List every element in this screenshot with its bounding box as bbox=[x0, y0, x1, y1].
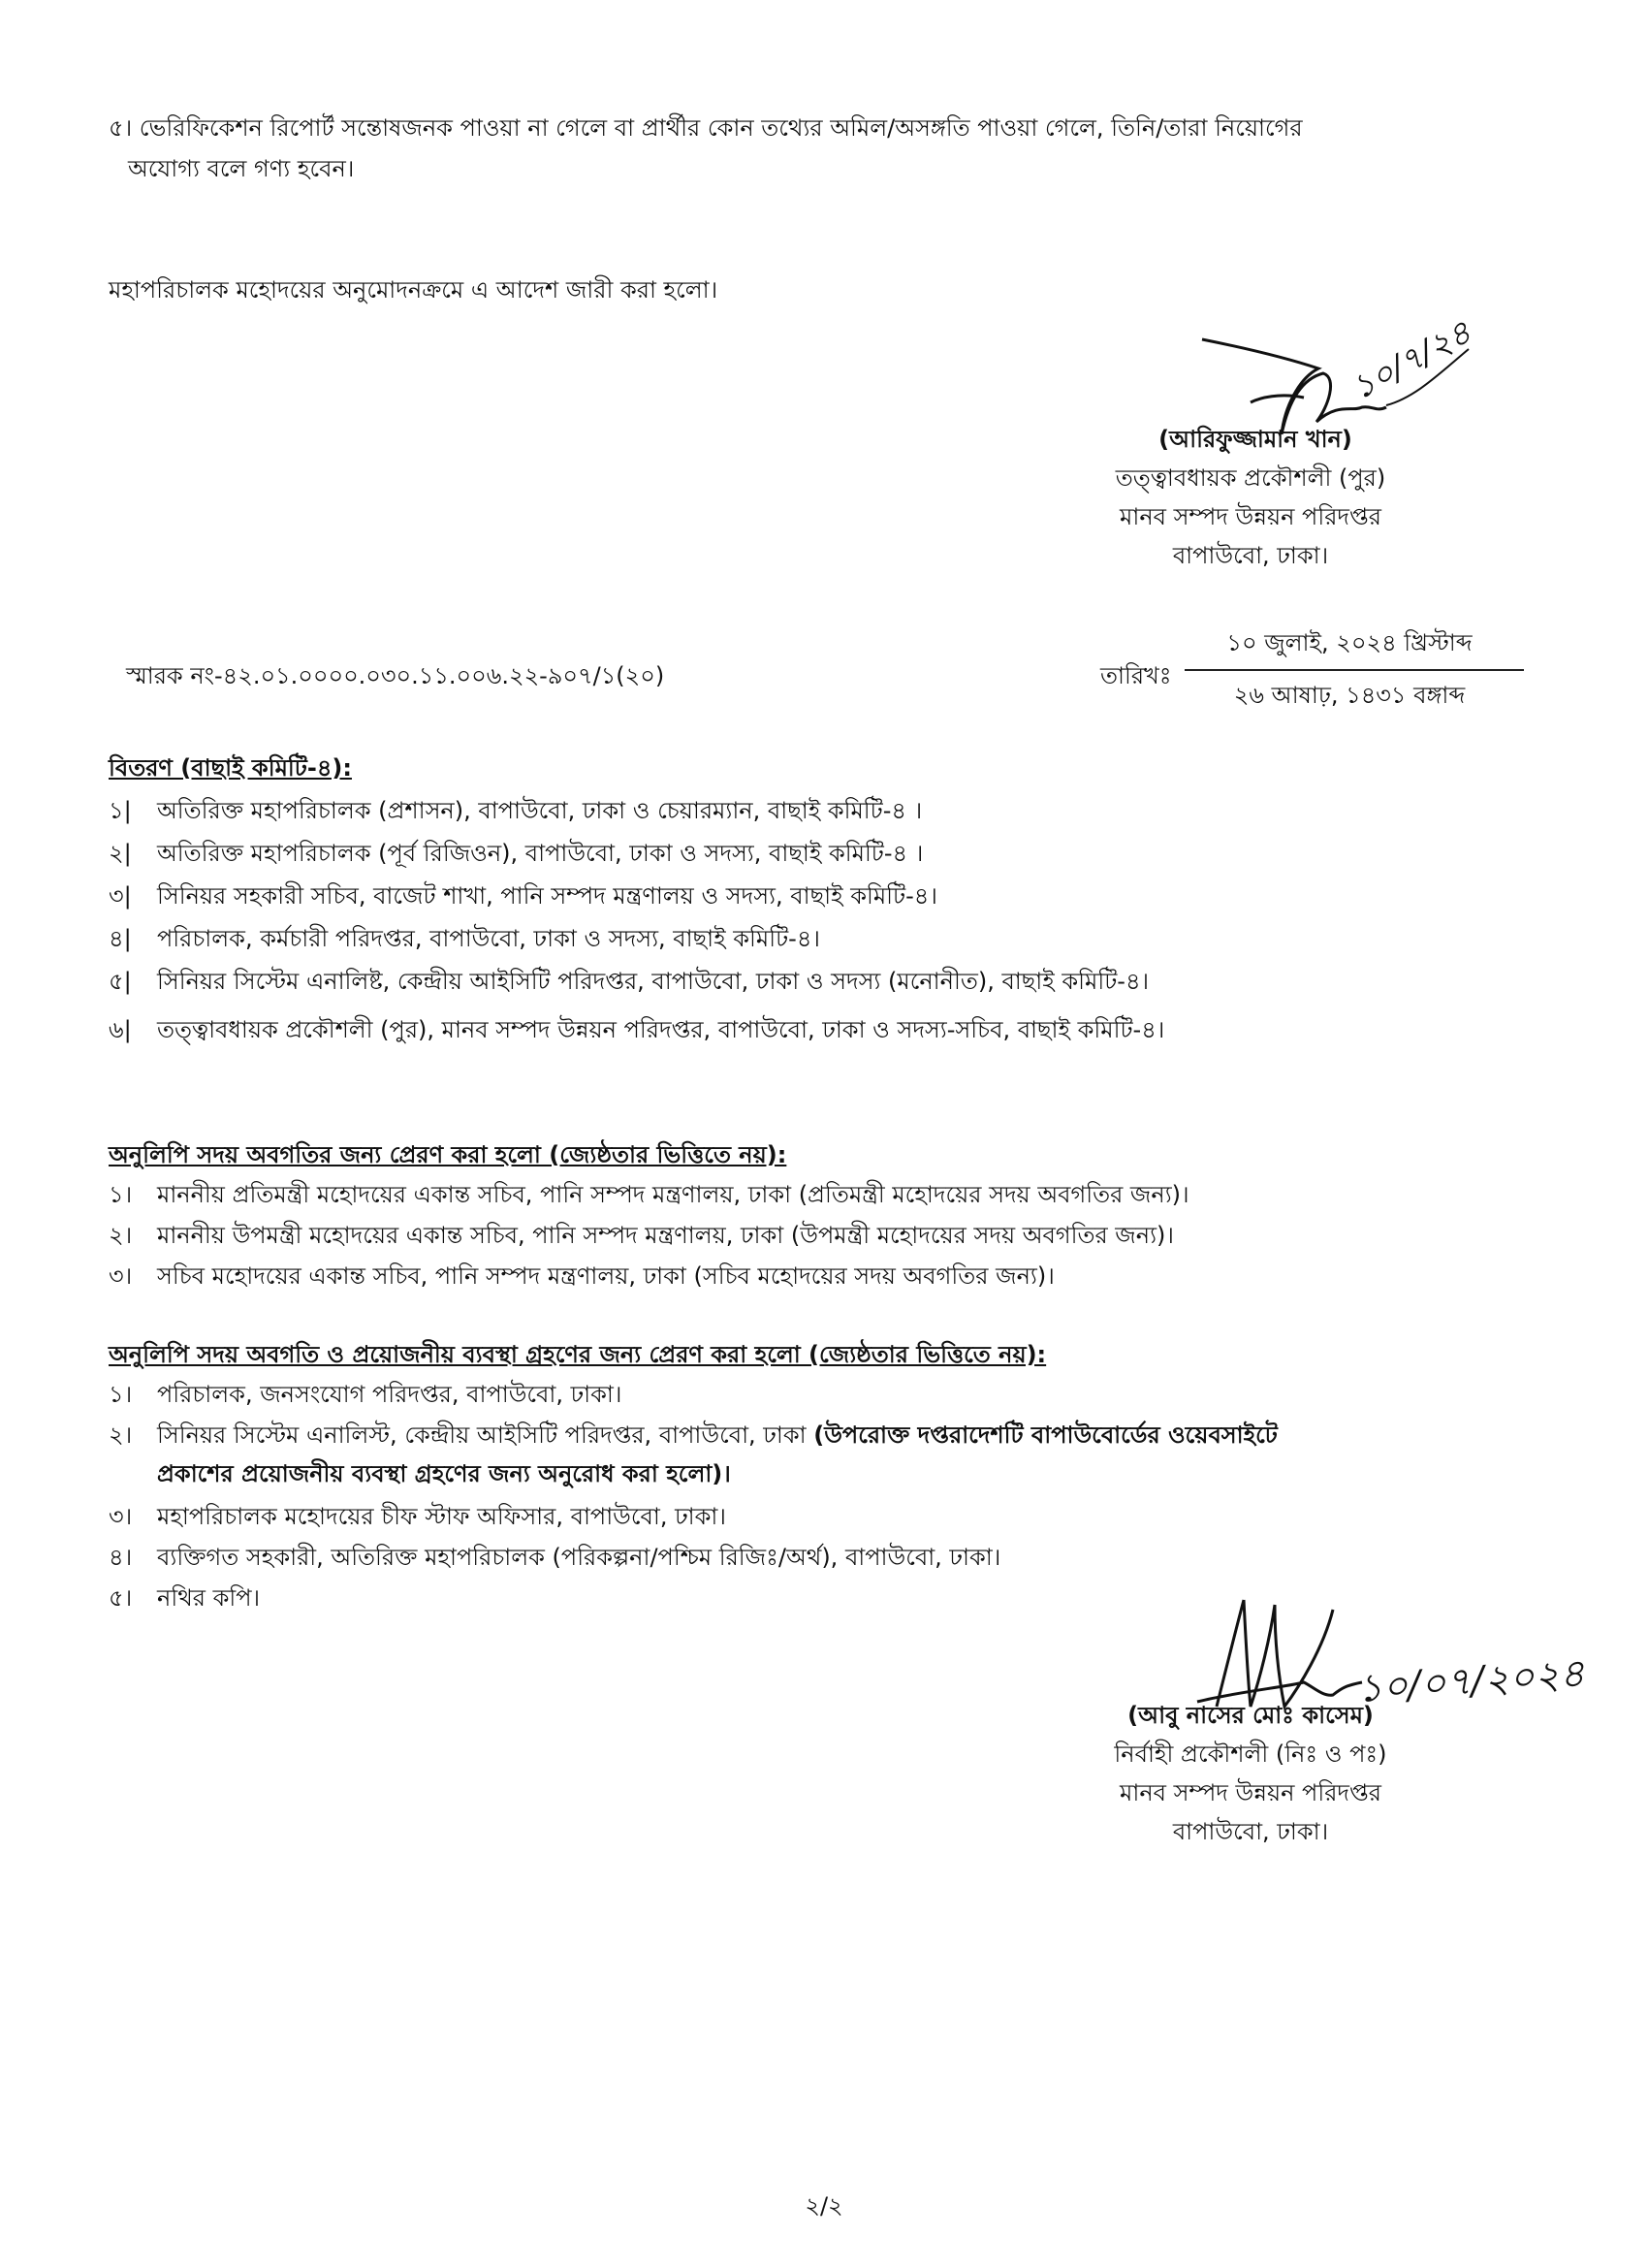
list-item bbox=[109, 1418, 1278, 1453]
signatory-1-location: বাপাউবো, ঢাকা। bbox=[1172, 542, 1329, 569]
list-item-text: তত্ত্বাবধায়ক প্রকৌশলী (পুর), মানব সম্পদ উন্নয়ন পরিদপ্তর, বাপাউবো, ঢাকা ও সদস্য-সচিব, বাছাই কমিটি-৪। bbox=[157, 1016, 1165, 1043]
list-item-text: সচিব মহোদয়ের একান্ত সচিব, পানি সম্পদ মন্ত্রণালয়, ঢাকা (সচিব মহোদয়ের সদয় অবগতির জন্য)। bbox=[157, 1262, 1055, 1290]
list-item-number: ৪। bbox=[109, 1544, 133, 1571]
approval-statement: মহাপরিচালক মহোদয়ের অনুমোদনক্রমে এ আদেশ জারী করা হলো। bbox=[109, 276, 718, 303]
date-bangla: ২৬ আষাঢ়, ১৪৩১ বঙ্গাব্দ bbox=[1233, 682, 1466, 709]
list-item-number: ১| bbox=[109, 797, 132, 824]
list-item-number: ৩| bbox=[109, 882, 132, 910]
signature-2-date: ১০/০৭/২০২৪ bbox=[1355, 1650, 1587, 1712]
list-item bbox=[109, 1218, 1174, 1253]
list-item-text: মাননীয় উপমন্ত্রী মহোদয়ের একান্ত সচিব, পানি সম্পদ মন্ত্রণালয়, ঢাকা (উপমন্ত্রী মহোদয়ের সদয় অবগতির জন্য)। bbox=[157, 1222, 1175, 1249]
closing-paragraph-text: ভেরিফিকেশন রিপোর্ট সন্তোষজনক পাওয়া না গেলে বা প্রার্থীর কোন তথ্যের অমিল/অসঙ্গতি পাওয়া গেলে, তিনি/তারা নিয়োগের bbox=[139, 114, 1303, 142]
list-item-number: ২। bbox=[109, 1421, 133, 1449]
list-item-number: ২| bbox=[109, 840, 132, 867]
copy-list-1-heading: অনুলিপি সদয় অবগতির জন্য প্রেরণ করা হলো (জ্যেষ্ঠতার ভিত্তিতে নয়): bbox=[109, 1141, 787, 1168]
list-item-number: ১। bbox=[109, 1181, 133, 1208]
list-item bbox=[109, 1581, 260, 1615]
list-item-text: অতিরিক্ত মহাপরিচালক (পূর্ব রিজিওন), বাপাউবো, ঢাকা ও সদস্য, বাছাই কমিটি-৪ । bbox=[157, 840, 924, 867]
list-item-continuation: প্রকাশের প্রয়োজনীয় ব্যবস্থা গ্রহণের জন্য অনুরোধ করা হলো)। bbox=[157, 1460, 731, 1487]
page-number: ২/২ bbox=[805, 2192, 843, 2220]
date-label: তারিখঃ bbox=[1100, 662, 1172, 689]
list-item-text: পরিচালক, কর্মচারী পরিদপ্তর, বাপাউবো, ঢাকা ও সদস্য, বাছাই কমিটি-৪। bbox=[157, 925, 820, 952]
signature-1-date: ১০/৭/২৪ bbox=[1345, 312, 1478, 408]
list-item-text: সিনিয়র সিস্টেম এনালিস্ট, কেন্দ্রীয় আইসিটি পরিদপ্তর, বাপাউবো, ঢাকা bbox=[157, 1421, 807, 1449]
list-item bbox=[109, 1499, 726, 1534]
list-item-bold-text: (উপরোক্ত দপ্তরাদেশটি বাপাউবোর্ডের ওয়েবসাইটে bbox=[813, 1421, 1278, 1449]
list-item-number: ৩। bbox=[109, 1503, 133, 1530]
signatory-1-designation: তত্ত্বাবধায়ক প্রকৌশলী (পুর) bbox=[1115, 464, 1386, 492]
list-item bbox=[109, 878, 937, 913]
list-item-number: ৫। bbox=[109, 1584, 133, 1612]
list-item-number: ৫| bbox=[109, 968, 132, 995]
signatory-1-name: (আরিফুজ্জামান খান) bbox=[1158, 426, 1352, 453]
list-item-text: সিনিয়র সিস্টেম এনালিষ্ট, কেন্দ্রীয় আইসিটি পরিদপ্তর, বাপাউবো, ঢাকা ও সদস্য (মনোনীত), বাছাই কমিটি-৪। bbox=[157, 968, 1150, 995]
list-item-number: ৩। bbox=[109, 1262, 133, 1290]
signatory-2-name: (আবু নাসের মোঃ কাসেম) bbox=[1127, 1702, 1374, 1729]
closing-paragraph-number: ৫। bbox=[109, 114, 133, 142]
list-item bbox=[109, 1540, 1000, 1575]
memo-reference: স্মারক নং-৪২.০১.০০০০.০৩০.১১.০০৬.২২-৯০৭/১(২০) bbox=[126, 662, 665, 689]
list-item-number: ৪| bbox=[109, 925, 132, 952]
signatory-2-designation: নির্বাহী প্রকৌশলী (নিঃ ও পঃ) bbox=[1114, 1741, 1387, 1768]
distribution-heading: বিতরণ (বাছাই কমিটি-৪): bbox=[109, 754, 352, 782]
date-gregorian: ১০ জুলাই, ২০২৪ খ্রিস্টাব্দ bbox=[1226, 629, 1473, 656]
signatory-2-location: বাপাউবো, ঢাকা। bbox=[1172, 1818, 1329, 1845]
list-item bbox=[109, 1012, 1164, 1047]
copy-list-2-heading: অনুলিপি সদয় অবগতি ও প্রয়োজনীয় ব্যবস্থা গ্রহণের জন্য প্রেরণ করা হলো (জ্যেষ্ঠতার ভিত্তিতে নয়): bbox=[109, 1341, 1047, 1368]
list-item bbox=[109, 921, 820, 956]
closing-paragraph bbox=[109, 109, 1534, 147]
list-item-text: মহাপরিচালক মহোদয়ের চীফ স্টাফ অফিসার, বাপাউবো, ঢাকা। bbox=[157, 1503, 726, 1530]
list-item bbox=[109, 1259, 1055, 1294]
closing-paragraph-continuation: অযোগ্য বলে গণ্য হবেন। bbox=[128, 155, 355, 182]
list-item-text: অতিরিক্ত মহাপরিচালক (প্রশাসন), বাপাউবো, ঢাকা ও চেয়ারম্যান, বাছাই কমিটি-৪ । bbox=[157, 797, 923, 824]
list-item bbox=[109, 1377, 621, 1412]
signatory-2-office: মানব সম্পদ উন্নয়ন পরিদপ্তর bbox=[1120, 1779, 1381, 1806]
list-item-text: সিনিয়র সহকারী সচিব, বাজেট শাখা, পানি সম্পদ মন্ত্রণালয় ও সদস্য, বাছাই কমিটি-৪। bbox=[157, 882, 937, 910]
list-item bbox=[109, 836, 923, 871]
list-item bbox=[109, 1177, 1189, 1212]
list-item-text: ব্যক্তিগত সহকারী, অতিরিক্ত মহাপরিচালক (পরিকল্পনা/পশ্চিম রিজিঃ/অর্থ), বাপাউবো, ঢাকা। bbox=[157, 1544, 1001, 1571]
list-item-text: নথির কপি। bbox=[157, 1584, 261, 1612]
list-item-number: ২। bbox=[109, 1222, 133, 1249]
list-item-number: ৬| bbox=[109, 1016, 132, 1043]
signatory-1-office: মানব সম্পদ উন্নয়ন পরিদপ্তর bbox=[1120, 503, 1381, 530]
date-divider bbox=[1185, 669, 1524, 671]
list-item-text: পরিচালক, জনসংযোগ পরিদপ্তর, বাপাউবো, ঢাকা। bbox=[157, 1381, 622, 1408]
list-item-number: ১। bbox=[109, 1381, 133, 1408]
list-item bbox=[109, 964, 1149, 999]
list-item bbox=[109, 793, 922, 828]
list-item-text: মাননীয় প্রতিমন্ত্রী মহোদয়ের একান্ত সচিব, পানি সম্পদ মন্ত্রণালয়, ঢাকা (প্রতিমন্ত্রী মহোদয়ের সদয় অবগতির জন্য)। bbox=[157, 1181, 1189, 1208]
